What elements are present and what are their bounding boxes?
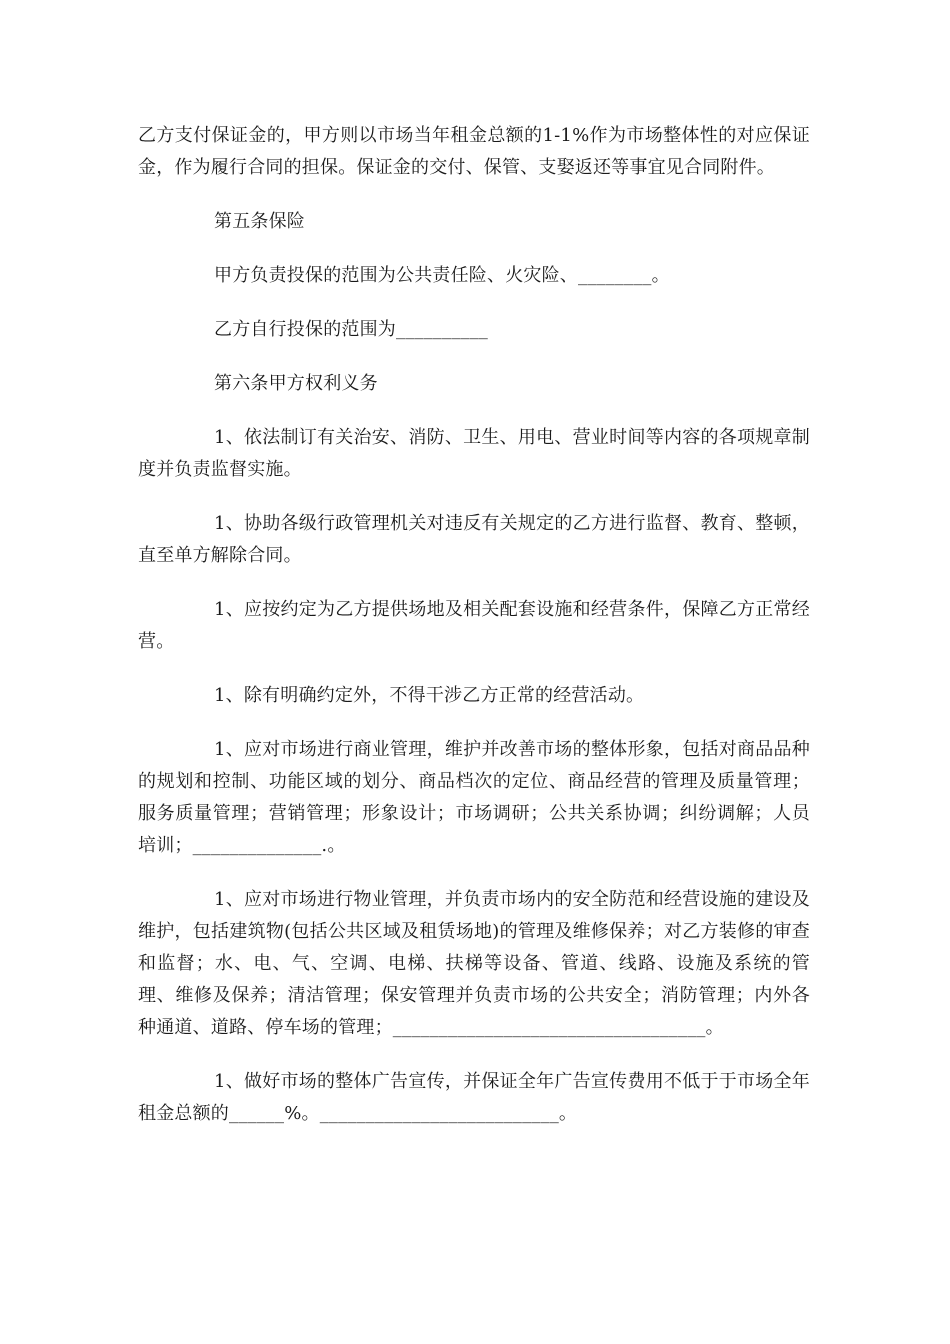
paragraph-rules: 1、依法制订有关治安、消防、卫生、用电、营业时间等内容的各项规章制度并负责监督实施。 (138, 427, 810, 480)
heading-article-5-insurance: 第五条保险 (214, 211, 305, 232)
paragraph-facilities: 1、应按约定为乙方提供场地及相关配套设施和经营条件，保障乙方正常经营。 (138, 599, 810, 652)
paragraph-party-a-insurance: 甲方负责投保的范围为公共责任险、火灾险、________。 (214, 265, 670, 286)
paragraph-party-b-insurance: 乙方自行投保的范围为__________ (214, 319, 488, 340)
paragraph-supervision: 1、协助各级行政管理机关对违反有关规定的乙方进行监督、教育、整顿，直至单方解除合同。 (138, 513, 810, 566)
document-page (138, 120, 810, 1152)
paragraph-property-management: 1、应对市场进行物业管理，并负责市场内的安全防范和经营设施的建设及维护，包括建筑物(包括公共区域及租赁场地)的管理及维修保养；对乙方装修的审查和监督；水、电、气、空调、电梯、扶梯等设备、管道、线路、设施及系统的管理、维修及保养；清洁管理；保安管理并负责市场的公共安全；消防管理；内外各种通道、道路、停车场的管理；__________________________________。 (138, 889, 810, 1038)
heading-article-6-party-a-rights: 第六条甲方权利义务 (214, 373, 378, 394)
paragraph-deposit: 乙方支付保证金的，甲方则以市场当年租金总额的1-1%作为市场整体性的对应保证金，作为履行合同的担保。保证金的交付、保管、支娶返还等事宜见合同附件。 (138, 125, 810, 178)
paragraph-commercial-management: 1、应对市场进行商业管理，维护并改善市场的整体形象，包括对商品品种的规划和控制、功能区域的划分、商品档次的定位、商品经营的管理及质量管理；服务质量管理；营销管理；形象设计；市场调研；公共关系协调；纠纷调解；人员培训；______________.。 (138, 739, 810, 856)
paragraph-advertising: 1、做好市场的整体广告宣传，并保证全年广告宣传费用不低于于市场全年租金总额的______%。__________________________。 (138, 1071, 810, 1124)
paragraph-non-interference: 1、除有明确约定外，不得干涉乙方正常的经营活动。 (214, 685, 645, 706)
